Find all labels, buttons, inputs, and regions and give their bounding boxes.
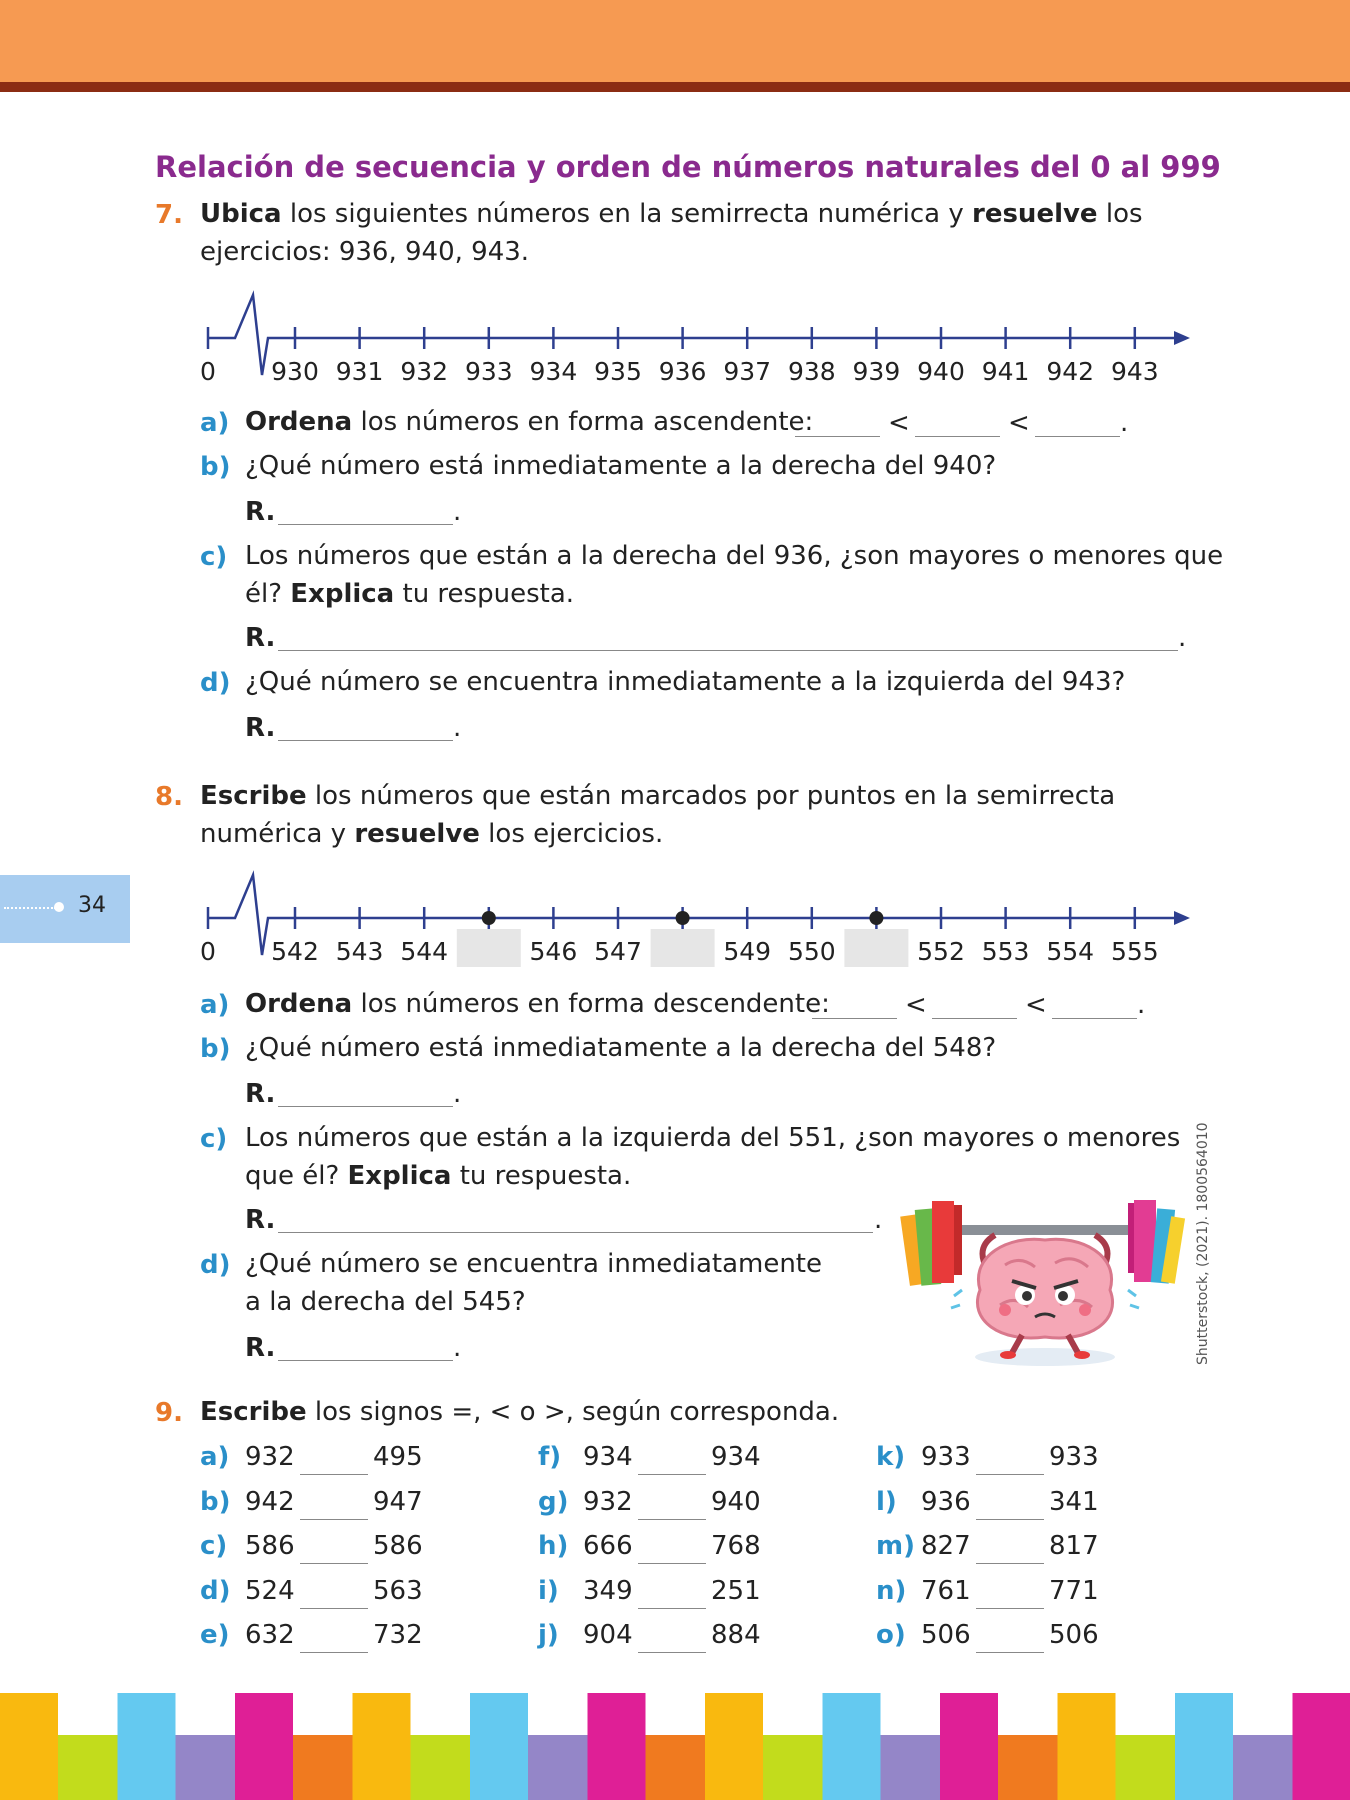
ex7-b-period: . [453,497,462,527]
comparison-letter: i) [538,1575,559,1606]
comparison-letter: m) [876,1531,915,1561]
comparison-right-number: 563 [373,1575,423,1606]
ex7-b-answer-field[interactable] [278,522,453,525]
comparison-letter: c) [200,1531,228,1561]
comparison-left-number: 932 [245,1442,295,1472]
comparison-sign-blank[interactable] [638,1608,706,1609]
comparison-left-number: 761 [921,1575,971,1606]
comparison-item [538,1620,778,1660]
strip-bar-tall [118,1693,176,1800]
ex7-c-period: . [1178,623,1187,653]
ex7-a-blank-3[interactable] [1035,434,1120,437]
comparison-letter: g) [538,1486,569,1517]
exercise-8-instruction-line2: numérica y resuelve los ejercicios. [200,819,664,849]
nl7-tick-label: 942 [1046,357,1095,386]
comparison-item [538,1442,778,1482]
comparison-left-number: 632 [245,1620,295,1650]
nl8-marked-point [869,911,883,925]
ex7-d-period: . [453,713,462,743]
comparison-letter: k) [876,1442,906,1472]
ex8-b-period: . [453,1079,462,1109]
comparison-right-number: 251 [711,1575,761,1606]
comparison-sign-blank[interactable] [638,1652,706,1653]
page-number-tab [0,875,130,943]
page-tab-dot [54,902,64,912]
comparison-left-number: 904 [583,1620,633,1650]
ex7-a-text: Ordena los números en forma ascendente: [245,407,814,437]
nl7-origin-label: 0 [200,357,216,386]
comparison-right-number: 732 [373,1620,423,1650]
comparison-item [538,1576,778,1616]
comparison-right-number: 817 [1049,1531,1099,1561]
nl8-tick-label: 555 [1110,937,1159,966]
strip-bar-tall [1058,1693,1116,1800]
comparison-left-number: 666 [583,1531,633,1561]
nl8-answer-box[interactable] [457,929,521,967]
ex7-a-blank-1[interactable] [795,434,880,437]
strip-bar-tall [823,1693,881,1800]
nl7-tick-label: 930 [271,357,319,386]
strip-bar-tall [705,1693,763,1800]
comparison-letter: b) [200,1486,231,1517]
comparison-left-number: 942 [245,1486,295,1517]
comparison-item [876,1531,1116,1571]
nl8-answer-box[interactable] [844,929,908,967]
comparison-letter: a) [200,1442,230,1472]
nl8-tick-label: 553 [981,937,1030,966]
exercise-9-number: 9. [155,1398,183,1428]
nl7-tick-label: 932 [400,357,449,386]
ex8-a-sign-1: < [905,990,927,1020]
nl8-tick-label: 544 [400,937,449,966]
nl7-arrowhead [1174,331,1190,345]
comparison-right-number: 586 [373,1531,423,1561]
comparison-sign-blank[interactable] [300,1608,368,1609]
comparison-right-number: 495 [373,1442,423,1472]
comparison-right-number: 947 [373,1486,423,1517]
comparison-sign-blank[interactable] [976,1652,1044,1653]
nl8-answer-box[interactable] [651,929,715,967]
nl8-arrowhead [1174,911,1190,925]
comparison-letter: h) [538,1531,569,1561]
ex7-a-sign-1: < [888,408,910,438]
comparison-item [200,1442,440,1482]
ex8-d-period: . [453,1333,462,1363]
comparison-right-number: 934 [711,1442,761,1472]
comparison-item [200,1576,440,1616]
ex8-a-period: . [1137,990,1146,1020]
ex8-d-text: ¿Qué número se encuentra inmediatamente [245,1249,822,1279]
nl7-tick-label: 943 [1110,357,1159,386]
comparison-item [538,1531,778,1571]
comparison-right-number: 506 [1049,1620,1099,1650]
comparison-sign-blank[interactable] [300,1652,368,1653]
comparison-letter: l) [876,1486,897,1517]
ex8-c-letter: c) [200,1124,228,1154]
ex8-a-blank-3[interactable] [1052,1016,1137,1019]
comparison-left-number: 827 [921,1531,971,1561]
strip-bar-tall [353,1693,411,1800]
strip-bar-short [998,1735,1058,1800]
nl7-tick-label: 935 [594,357,642,386]
number-line-7 [190,285,1200,395]
comparison-left-number: 933 [921,1442,971,1472]
strip-bar-short [646,1735,706,1800]
ex8-b-text: ¿Qué número está inmediatamente a la derecha del 548? [245,1033,997,1063]
exercise-8-number: 8. [155,782,183,812]
nl8-tick-label: 554 [1046,937,1095,966]
strip-bar-tall [470,1693,528,1800]
comparison-left-number: 349 [583,1575,633,1606]
comparison-left-number: 936 [921,1486,971,1517]
comparison-left-number: 524 [245,1575,295,1606]
comparison-right-number: 940 [711,1486,761,1517]
comparison-letter: j) [538,1620,559,1650]
comparison-left-number: 932 [583,1486,633,1517]
comparison-sign-blank[interactable] [638,1474,706,1475]
nl8-tick-label: 549 [723,937,772,966]
comparison-sign-blank[interactable] [638,1563,706,1564]
ex7-d-letter: d) [200,668,231,698]
strip-bar-short [176,1735,236,1800]
ex7-d-answer-label: R. [245,713,276,743]
comparison-right-number: 771 [1049,1575,1099,1606]
comparison-sign-blank[interactable] [976,1519,1044,1520]
comparison-item [876,1442,1116,1482]
ex8-c-text-line2: que él? Explica tu respuesta. [245,1161,632,1191]
exercise-7-number: 7. [155,200,183,230]
nl7-tick-label: 939 [852,357,901,386]
exercise-7-instruction-line2: ejercicios: 936, 940, 943. [200,237,530,267]
ex7-c-answer-label: R. [245,623,276,653]
ex7-d-answer-field[interactable] [278,738,453,741]
comparison-sign-blank[interactable] [976,1563,1044,1564]
comparison-right-number: 768 [711,1531,761,1561]
nl7-tick-label: 933 [464,357,513,386]
number-line-8 [190,865,1200,975]
ex7-b-letter: b) [200,452,231,482]
nl8-tick-label: 542 [271,937,319,966]
comparison-sign-blank[interactable] [976,1474,1044,1475]
strip-bar-tall [588,1693,646,1800]
ex8-d-text-line2: a la derecha del 545? [245,1287,526,1317]
ex8-c-period: . [874,1205,883,1235]
comparison-item [200,1531,440,1571]
comparison-letter: f) [538,1442,562,1472]
ex7-d-text: ¿Qué número se encuentra inmediatamente a la izquierda del 943? [245,667,1126,697]
comparison-sign-blank[interactable] [638,1519,706,1520]
ex8-d-letter: d) [200,1250,231,1280]
exercise-7-instruction: Ubica los siguientes números en la semirrecta numérica y resuelve los [200,199,1143,229]
header-rule [0,82,1350,92]
header-band [0,0,1350,82]
nl8-tick-label: 547 [594,937,642,966]
ex8-d-answer-label: R. [245,1333,276,1363]
ex8-b-letter: b) [200,1034,231,1064]
ex7-c-text-line2: él? Explica tu respuesta. [245,579,575,609]
comparison-letter: n) [876,1575,907,1606]
strip-bar-short [58,1735,118,1800]
ex8-d-answer-field[interactable] [278,1358,453,1361]
comparison-item [876,1487,1116,1527]
nl8-marked-point [482,911,496,925]
nl7-tick-label: 934 [529,357,578,386]
nl8-tick-label: 543 [335,937,384,966]
ex8-a-blank-1[interactable] [812,1016,897,1019]
nl7-tick-label: 941 [981,357,1030,386]
ex8-c-text: Los números que están a la izquierda del 551, ¿son mayores o menores [245,1123,1181,1153]
comparison-left-number: 934 [583,1442,633,1472]
ex8-a-text: Ordena los números en forma descendente: [245,989,830,1019]
nl8-tick-label: 550 [787,937,836,966]
image-credit: Shutterstock, (2021). 1800564010 [1195,1122,1211,1365]
ex7-c-letter: c) [200,542,228,572]
comparison-item [538,1487,778,1527]
ex7-c-answer-field[interactable] [278,648,1178,651]
comparison-right-number: 884 [711,1620,761,1650]
ex7-a-period: . [1120,408,1129,438]
ex8-c-answer-field[interactable] [278,1230,873,1233]
ex8-b-answer-label: R. [245,1079,276,1109]
exercise-9-instruction: Escribe los signos =, < o >, según corresponda. [200,1397,840,1427]
strip-bar-tall [940,1693,998,1800]
comparison-right-number: 933 [1049,1442,1099,1472]
comparison-letter: e) [200,1620,230,1650]
page-tab-dots [4,907,56,909]
nl7-tick-label: 936 [658,357,707,386]
section-title: Relación de secuencia y orden de números naturales del 0 al 999 [155,150,1221,184]
strip-bar-tall [1175,1693,1233,1800]
nl8-marked-point [676,911,690,925]
ex8-a-letter: a) [200,990,230,1020]
nl8-tick-label: 552 [917,937,965,966]
comparison-sign-blank[interactable] [300,1519,368,1520]
exercise-8-instruction: Escribe los números que están marcados por puntos en la semirrecta [200,781,1116,811]
ex7-a-sign-2: < [1008,408,1030,438]
comparison-item [200,1620,440,1660]
comparison-left-number: 586 [245,1531,295,1561]
comparison-item [876,1576,1116,1616]
comparison-item [876,1620,1116,1660]
comparison-left-number: 506 [921,1620,971,1650]
comparison-sign-blank[interactable] [300,1474,368,1475]
comparison-right-number: 341 [1049,1486,1099,1517]
ex8-a-sign-2: < [1025,990,1047,1020]
nl7-tick-label: 937 [723,357,772,386]
comparison-sign-blank[interactable] [300,1563,368,1564]
ex7-b-text: ¿Qué número está inmediatamente a la derecha del 940? [245,451,997,481]
nl8-tick-label: 546 [529,937,578,966]
strip-bar-short [1233,1735,1293,1800]
nl7-tick-label: 938 [787,357,836,386]
nl7-tick-label: 931 [335,357,384,386]
ex7-c-text: Los números que están a la derecha del 936, ¿son mayores o menores que [245,541,1224,571]
strip-bar-short [1116,1735,1176,1800]
brain-weightlifter-illustration [900,1195,1190,1370]
ex7-b-answer-label: R. [245,497,276,527]
ex7-a-letter: a) [200,408,230,438]
nl7-tick-label: 940 [917,357,965,386]
ex8-b-answer-field[interactable] [278,1104,453,1107]
nl8-origin-label: 0 [200,937,216,966]
strip-bar-short [293,1735,353,1800]
comparison-letter: d) [200,1575,231,1606]
comparison-item [200,1487,440,1527]
ex8-a-blank-2[interactable] [932,1016,1017,1019]
strip-bar-short [763,1735,823,1800]
comparison-sign-blank[interactable] [976,1608,1044,1609]
strip-bar-tall [1293,1693,1350,1800]
page-number: 34 [78,893,106,918]
strip-bar-tall [235,1693,293,1800]
ex7-a-blank-2[interactable] [915,434,1000,437]
strip-bar-tall [0,1693,58,1800]
comparison-letter: o) [876,1620,906,1650]
ex8-c-answer-label: R. [245,1205,276,1235]
strip-bar-short [881,1735,941,1800]
decorative-color-strip [0,1693,1350,1800]
strip-bar-short [411,1735,471,1800]
strip-bar-short [528,1735,588,1800]
